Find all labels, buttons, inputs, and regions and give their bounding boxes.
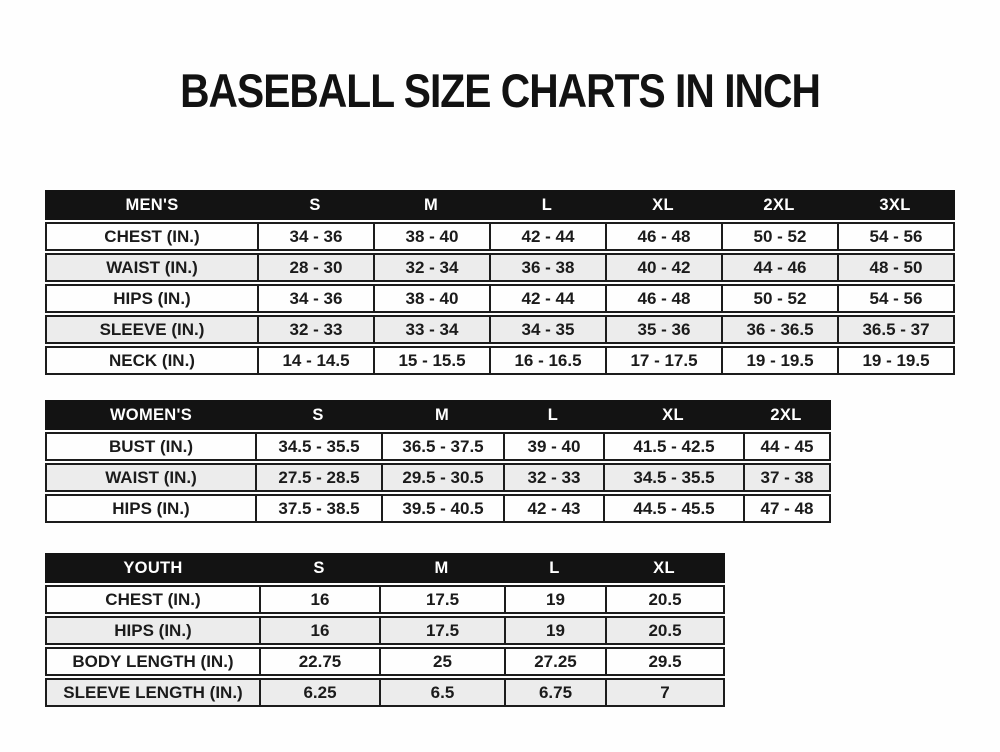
size-value-cell: 41.5 - 42.5 — [603, 434, 743, 459]
size-value-cell: 14 - 14.5 — [257, 348, 373, 373]
mens-header-row — [45, 190, 955, 220]
womens-column-header-2xl: 2XL — [770, 405, 802, 424]
size-value-cell: 17.5 — [379, 618, 504, 643]
size-value-cell: 29.5 — [605, 649, 723, 674]
mens-size-table — [45, 190, 955, 377]
row-label: HIPS (IN.) — [112, 498, 190, 518]
size-value-cell: 37.5 - 38.5 — [255, 496, 381, 521]
youth-row-chest-in — [45, 585, 725, 614]
youth-column-header-l: L — [549, 558, 560, 577]
mens-column-header-xl: XL — [652, 195, 674, 214]
size-value-cell: 20.5 — [605, 587, 723, 612]
size-value-cell: 19 - 19.5 — [721, 348, 837, 373]
size-value-cell: 54 - 56 — [837, 286, 953, 311]
row-label: HIPS (IN.) — [113, 288, 191, 308]
mens-row-sleeve-in — [45, 315, 955, 344]
size-value-cell: 29.5 - 30.5 — [381, 465, 503, 490]
size-value-cell: 35 - 36 — [605, 317, 721, 342]
row-label: SLEEVE LENGTH (IN.) — [63, 682, 243, 702]
size-value-cell: 20.5 — [605, 618, 723, 643]
size-value-cell: 27.5 - 28.5 — [255, 465, 381, 490]
size-value-cell: 6.75 — [504, 680, 605, 705]
youth-header-row — [45, 553, 725, 583]
womens-column-header-s: S — [312, 405, 324, 424]
size-value-cell: 50 - 52 — [721, 224, 837, 249]
size-value-cell: 25 — [379, 649, 504, 674]
womens-column-header-l: L — [547, 405, 559, 424]
size-value-cell: 6.25 — [259, 680, 379, 705]
mens-row-neck-in — [45, 346, 955, 375]
size-value-cell: 16 — [259, 587, 379, 612]
size-value-cell: 44.5 - 45.5 — [603, 496, 743, 521]
mens-row-hips-in — [45, 284, 955, 313]
row-label: WAIST (IN.) — [106, 257, 198, 277]
mens-column-header-l: L — [541, 195, 553, 214]
size-value-cell: 46 - 48 — [605, 224, 721, 249]
mens-column-header-s: S — [309, 195, 321, 214]
size-value-cell: 16 - 16.5 — [489, 348, 605, 373]
size-value-cell: 54 - 56 — [837, 224, 953, 249]
youth-row-hips-in — [45, 616, 725, 645]
womens-column-header-women-s: WOMEN'S — [109, 405, 193, 424]
size-value-cell: 36.5 - 37.5 — [381, 434, 503, 459]
youth-row-body-length-in — [45, 647, 725, 676]
mens-column-header-m: M — [423, 195, 439, 214]
womens-row-waist-in — [45, 463, 831, 492]
size-value-cell: 44 - 45 — [743, 434, 829, 459]
size-value-cell: 39.5 - 40.5 — [381, 496, 503, 521]
womens-header-row — [45, 400, 831, 430]
size-value-cell: 47 - 48 — [743, 496, 829, 521]
womens-row-hips-in — [45, 494, 831, 523]
size-value-cell: 34 - 36 — [257, 286, 373, 311]
size-value-cell: 50 - 52 — [721, 286, 837, 311]
size-value-cell: 17.5 — [379, 587, 504, 612]
row-label: CHEST (IN.) — [105, 589, 201, 609]
size-value-cell: 22.75 — [259, 649, 379, 674]
row-label: SLEEVE (IN.) — [99, 319, 205, 339]
youth-size-table — [45, 553, 725, 709]
size-value-cell: 34 - 36 — [257, 224, 373, 249]
womens-column-header-xl: XL — [662, 405, 684, 424]
mens-column-header-3xl: 3XL — [879, 195, 911, 214]
size-value-cell: 40 - 42 — [605, 255, 721, 280]
size-value-cell: 36 - 36.5 — [721, 317, 837, 342]
mens-column-header-2xl: 2XL — [763, 195, 795, 214]
size-value-cell: 33 - 34 — [373, 317, 489, 342]
size-value-cell: 16 — [259, 618, 379, 643]
row-label: HIPS (IN.) — [114, 620, 192, 640]
row-label: WAIST (IN.) — [105, 467, 197, 487]
row-label: NECK (IN.) — [109, 350, 195, 370]
size-value-cell: 32 - 33 — [257, 317, 373, 342]
mens-row-waist-in — [45, 253, 955, 282]
youth-column-header-m: M — [434, 558, 449, 577]
size-value-cell: 32 - 34 — [373, 255, 489, 280]
size-value-cell: 34 - 35 — [489, 317, 605, 342]
size-value-cell: 48 - 50 — [837, 255, 953, 280]
size-value-cell: 36.5 - 37 — [837, 317, 953, 342]
size-value-cell: 19 — [504, 587, 605, 612]
size-value-cell: 6.5 — [379, 680, 504, 705]
size-value-cell: 27.25 — [504, 649, 605, 674]
row-label: BUST (IN.) — [108, 436, 194, 456]
womens-size-table — [45, 400, 831, 525]
youth-column-header-xl: XL — [653, 558, 675, 577]
size-value-cell: 39 - 40 — [503, 434, 603, 459]
size-value-cell: 38 - 40 — [373, 224, 489, 249]
size-value-cell: 28 - 30 — [257, 255, 373, 280]
size-value-cell: 19 — [504, 618, 605, 643]
size-value-cell: 7 — [605, 680, 723, 705]
womens-row-bust-in — [45, 432, 831, 461]
row-label: CHEST (IN.) — [104, 226, 200, 246]
size-value-cell: 15 - 15.5 — [373, 348, 489, 373]
size-value-cell: 42 - 44 — [489, 224, 605, 249]
size-value-cell: 42 - 44 — [489, 286, 605, 311]
size-value-cell: 44 - 46 — [721, 255, 837, 280]
mens-column-header-men-s: MEN'S — [125, 195, 179, 214]
womens-column-header-m: M — [434, 405, 450, 424]
row-label: BODY LENGTH (IN.) — [72, 651, 234, 671]
size-value-cell: 17 - 17.5 — [605, 348, 721, 373]
size-value-cell: 19 - 19.5 — [837, 348, 953, 373]
youth-column-header-youth: YOUTH — [123, 558, 183, 577]
size-value-cell: 46 - 48 — [605, 286, 721, 311]
size-value-cell: 38 - 40 — [373, 286, 489, 311]
size-value-cell: 42 - 43 — [503, 496, 603, 521]
size-value-cell: 34.5 - 35.5 — [603, 465, 743, 490]
mens-row-chest-in — [45, 222, 955, 251]
size-value-cell: 36 - 38 — [489, 255, 605, 280]
size-value-cell: 34.5 - 35.5 — [255, 434, 381, 459]
size-value-cell: 37 - 38 — [743, 465, 829, 490]
page-title: BASEBALL SIZE CHARTS IN INCH — [180, 64, 820, 118]
youth-column-header-s: S — [313, 558, 325, 577]
size-value-cell: 32 - 33 — [503, 465, 603, 490]
youth-row-sleeve-length-in — [45, 678, 725, 707]
